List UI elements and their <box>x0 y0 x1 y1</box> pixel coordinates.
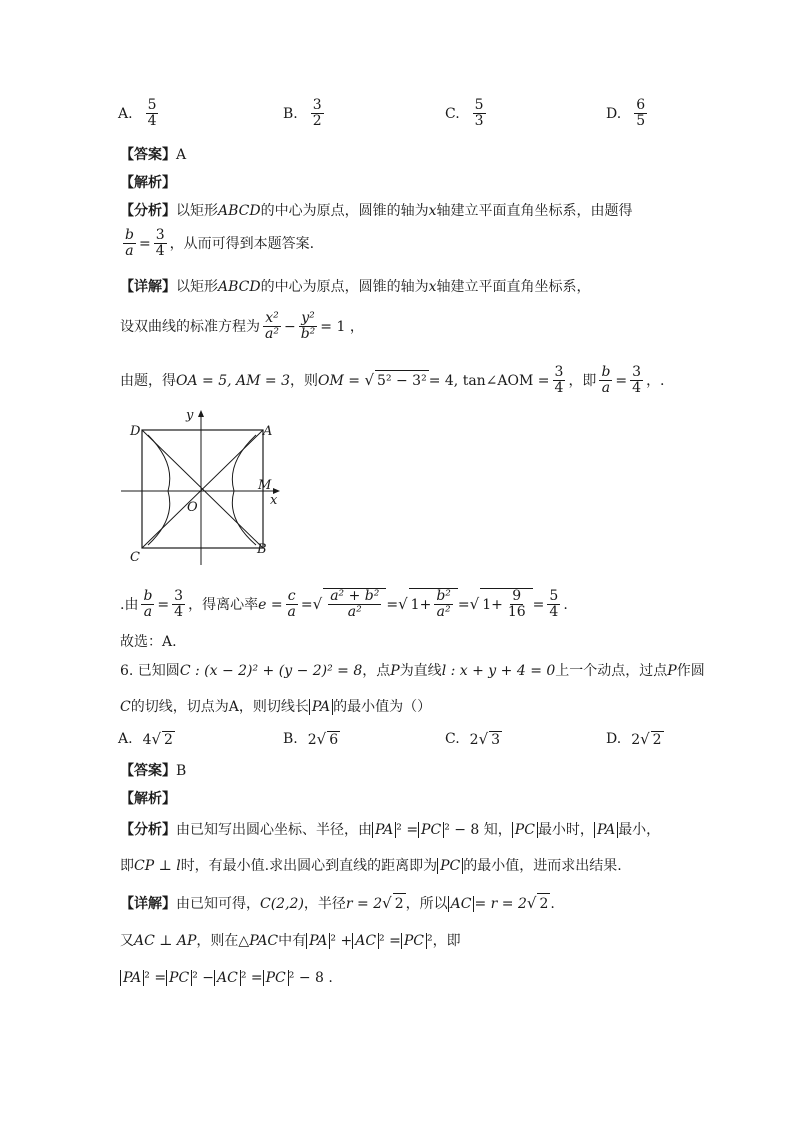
radicand: 2 <box>164 732 173 748</box>
frac-3-4: $\frac{3}{4}$ <box>155 227 165 260</box>
text: ，则 <box>290 372 319 389</box>
q6-answer <box>120 761 186 781</box>
math: ² = <box>396 822 419 838</box>
q5-analysis-heading <box>120 173 176 193</box>
q6-fenxi-line1 <box>120 820 660 840</box>
option-fraction: $\frac{3}{2}$ <box>312 97 322 130</box>
radical-2 <box>409 588 458 621</box>
option-letter: A. <box>118 731 133 747</box>
q5-option-a <box>118 98 161 130</box>
option-fraction: $\frac{5}{4}$ <box>147 97 157 130</box>
perpendicular-line <box>120 931 461 951</box>
math-abs-pc: PC <box>166 970 192 986</box>
text: 由已知可得， <box>176 896 260 912</box>
radical-1 <box>323 588 386 621</box>
radicand: 3 <box>491 732 501 748</box>
text: ，点 <box>362 663 391 679</box>
hyperbola-equation-line <box>120 311 364 343</box>
text: ，. <box>646 372 665 389</box>
text: 的切线，切点为A，则切线长 <box>130 699 309 715</box>
option-value <box>143 730 175 748</box>
label-x: x <box>270 493 278 508</box>
q5-option-d <box>606 98 650 130</box>
math: ² + <box>330 933 353 949</box>
answer-label: 【答案】 <box>120 147 176 163</box>
q5-choose <box>120 632 177 652</box>
text: 的中心为原点，圆锥的轴为 <box>260 279 429 295</box>
math-eq-one: = 1 ， <box>320 318 364 335</box>
frac-r1: $\frac{\text{a² + b²}}{\text{a²}}$ <box>330 588 380 621</box>
math: ² <box>426 933 433 949</box>
y-axis-arrow <box>198 410 204 417</box>
math-abs-ac: AC <box>448 896 475 912</box>
final-equation-line <box>120 968 333 988</box>
radicand: 2 <box>393 893 406 914</box>
sqrt-symbol: √ <box>364 370 375 389</box>
option-letter: D. <box>606 731 622 747</box>
option-value <box>308 730 340 748</box>
frac-r3: $\frac{9}{16}$ <box>507 588 526 621</box>
q6-stem-line1 <box>120 661 705 681</box>
q6-stem-line2 <box>120 697 431 717</box>
xiangjie-label: 【详解】 <box>120 279 176 295</box>
label-c: C <box>130 550 140 565</box>
frac-b-a: $\frac{b}{a}$ <box>125 227 134 260</box>
frac-x2-a2: $\frac{\text{x²}}{\text{a²}}$ <box>265 310 279 343</box>
text: 以矩形 <box>176 203 218 219</box>
math-x: x <box>428 203 437 219</box>
text: 最小， <box>618 822 661 838</box>
math-eq: = <box>615 372 628 389</box>
q6-option-d <box>606 730 664 748</box>
radicand: 2 <box>537 893 550 914</box>
math-abs-pa: PA <box>120 970 144 986</box>
text: ，所以 <box>405 896 448 912</box>
text: 由已知写出圆心坐标、半径，由 <box>176 822 372 838</box>
q5-fenxi-line1 <box>120 201 633 221</box>
coef: 2 <box>631 732 641 748</box>
math-abcd: ABCD <box>218 279 261 295</box>
text: 1+ <box>482 596 503 613</box>
text: 的最小值，进而求出结果. <box>463 858 622 874</box>
text: ，则在 <box>196 933 239 949</box>
q5-option-b <box>283 98 327 130</box>
math-ac-perp-ap: AC ⊥ AP <box>134 933 197 949</box>
text: . <box>563 596 568 613</box>
sqrt-symbol: √ <box>312 594 323 613</box>
hyperbola-right-branch <box>232 435 256 545</box>
text: 又 <box>120 933 134 949</box>
q5-option-c <box>445 98 489 130</box>
math-mid: = 4, tan∠AOM = <box>428 372 550 389</box>
text: ，半径 <box>303 896 346 912</box>
option-value <box>470 730 502 748</box>
text: 轴建立平面直角坐标系， <box>436 279 591 295</box>
text: 6. 已知圆 <box>120 663 180 679</box>
label-a: A <box>263 424 273 439</box>
text: 的中心为原点，圆锥的轴为 <box>260 203 429 219</box>
math: ² − <box>192 970 214 986</box>
label-o: O <box>187 500 198 515</box>
math-abs-pc: PC <box>401 933 427 949</box>
sqrt-symbol: √ <box>316 730 327 748</box>
frac-y2-b2: $\frac{\text{y²}}{\text{b²}}$ <box>300 310 316 343</box>
label-d: D <box>130 424 141 439</box>
text: ，从而可得到本题答案. <box>169 235 315 252</box>
label-b: B <box>257 542 267 557</box>
math-abcd: ABCD <box>218 203 261 219</box>
option-letter: C. <box>445 731 460 747</box>
oam-line <box>120 365 665 397</box>
math-p: P <box>390 663 400 679</box>
frac-c-a: $\frac{c}{a}$ <box>287 588 296 621</box>
text: 故选：A. <box>120 634 177 650</box>
text: ，即 <box>432 933 461 949</box>
radicand: 2 <box>652 732 662 748</box>
analysis-label: 【解析】 <box>120 175 176 191</box>
math: ² = <box>240 970 263 986</box>
frac-b-a: $\frac{b}{a}$ <box>143 588 153 621</box>
option-letter: B. <box>283 731 298 747</box>
math-abs-pc: PC <box>512 822 538 838</box>
coef: 2 <box>307 732 317 748</box>
coef: 2 <box>469 732 479 748</box>
math-cp-perp: CP ⊥ l <box>134 858 181 874</box>
analysis-label: 【解析】 <box>120 791 176 807</box>
sqrt-symbol: √ <box>382 894 392 912</box>
frac-5-4: $\frac{5}{4}$ <box>549 588 559 621</box>
math-minus: − <box>283 318 296 335</box>
frac-r2: $\frac{\text{b²}}{\text{a²}}$ <box>436 588 451 621</box>
q6-xiangjie-line <box>120 893 555 914</box>
q6-fenxi-line2 <box>120 856 622 876</box>
q5-fenxi-line2 <box>120 228 314 260</box>
option-value <box>631 730 663 748</box>
text: 作圆 <box>676 663 705 679</box>
math: ² = <box>144 970 167 986</box>
label-y: y <box>186 408 194 423</box>
q6-option-a <box>118 730 175 748</box>
math-oa: OA = 5, AM = 3 <box>176 372 291 389</box>
math: ² = <box>379 933 401 949</box>
math-radicand: 5² − 3² <box>375 370 429 391</box>
xiangjie-label: 【详解】 <box>120 896 176 912</box>
text: 的最小值为（） <box>333 699 432 715</box>
sqrt-symbol: √ <box>398 594 408 613</box>
answer-value: B <box>176 763 187 779</box>
text: . <box>550 896 555 912</box>
hyperbola-left-branch <box>148 435 170 545</box>
q6-analysis-heading <box>120 789 176 809</box>
option-letter: D. <box>606 105 622 122</box>
math-abs-pc: PC <box>437 858 463 874</box>
text: 1+ <box>410 596 432 613</box>
option-fraction: $\frac{6}{5}$ <box>636 97 646 130</box>
rectangle-hyperbola-figure <box>118 405 293 575</box>
q5-answer <box>120 145 186 165</box>
eccentricity-line: .由 $\frac{b}{a}$ = $\frac{3}{4}$ ，得离心率e = $\frac{c}{a}$ =√ $\frac{\text{a² + b²}}{\text{a²}}$ =√ 1+ $\frac{\text{b²}}{\text{a²}}$ =√ 1+ $\frac{9}{16}$ = $\frac{5}{4}$ . <box>120 588 568 621</box>
text: ，即 <box>568 372 597 389</box>
math-line: l : x + y + 4 = 0 <box>441 663 556 679</box>
math-c: C <box>120 699 131 715</box>
text: 即 <box>120 858 134 874</box>
sqrt-symbol: √ <box>640 730 650 748</box>
math-abs-pc: PC <box>263 970 289 986</box>
math-x: x <box>428 279 437 295</box>
math-abs-pc: PC <box>418 822 444 838</box>
radicand: 6 <box>329 732 339 748</box>
option-letter: B. <box>283 105 298 122</box>
text: 为直线 <box>399 663 442 679</box>
sqrt-symbol: √ <box>151 730 162 748</box>
math-eq: = <box>138 235 151 252</box>
frac-b-a: $\frac{b}{a}$ <box>601 364 611 397</box>
text: 设双曲线的标准方程为 <box>120 318 260 335</box>
math-center: C(2,2) <box>260 896 304 912</box>
text: 最小时， <box>537 822 594 838</box>
math-om: OM = <box>318 372 365 389</box>
q6-option-c <box>445 730 502 748</box>
label-m: M <box>258 478 272 493</box>
math-triangle: △PAC <box>238 933 279 949</box>
math-abs-ac: AC <box>352 933 379 949</box>
option-fraction: $\frac{5}{3}$ <box>474 97 484 130</box>
coef: 4 <box>142 732 152 748</box>
math-p: P <box>667 663 677 679</box>
frac-3-4: $\frac{3}{4}$ <box>174 588 184 621</box>
q5-xiangjie-line1 <box>120 277 591 297</box>
fenxi-label: 【分析】 <box>120 203 176 219</box>
text: 由题，得 <box>120 372 176 389</box>
math: ² − 8 知， <box>444 822 512 838</box>
text: 上一个动点，过点 <box>555 663 668 679</box>
math-e: e = <box>258 596 283 613</box>
frac-3-4: $\frac{3}{4}$ <box>632 364 642 397</box>
text: 轴建立平面直角坐标系，由题得 <box>436 203 633 219</box>
radical-3 <box>480 588 532 621</box>
math-abs-pa: PA <box>306 933 330 949</box>
sqrt-symbol: √ <box>478 730 489 748</box>
answer-label: 【答案】 <box>120 763 176 779</box>
math-abs-ac: AC <box>214 970 241 986</box>
text: ，得离心率 <box>188 596 259 613</box>
math-circle: C : (x − 2)² + (y − 2)² = 8 <box>179 663 363 679</box>
sqrt-symbol: √ <box>526 894 537 912</box>
text: 以矩形 <box>176 279 218 295</box>
math: ² − 8 . <box>288 970 333 986</box>
text: 时，有最小值.求出圆心到直线的距离即为 <box>180 858 438 874</box>
fenxi-label: 【分析】 <box>120 822 176 838</box>
text: .由 <box>120 596 139 613</box>
text: 中有 <box>278 933 307 949</box>
math-r: r = 2 <box>345 896 383 912</box>
frac-3-4: $\frac{3}{4}$ <box>554 364 564 397</box>
sqrt-symbol: √ <box>469 594 480 613</box>
math-abs-pa: PA <box>372 822 396 838</box>
math-abs-pa: PA <box>309 699 333 715</box>
math-eq: = <box>157 596 170 613</box>
math-abs-pa: PA <box>594 822 618 838</box>
option-letter: C. <box>445 105 460 122</box>
math-eq: = r = 2 <box>474 896 527 912</box>
option-letter: A. <box>118 105 133 122</box>
q6-option-b <box>283 730 340 748</box>
answer-value: A <box>176 147 187 163</box>
